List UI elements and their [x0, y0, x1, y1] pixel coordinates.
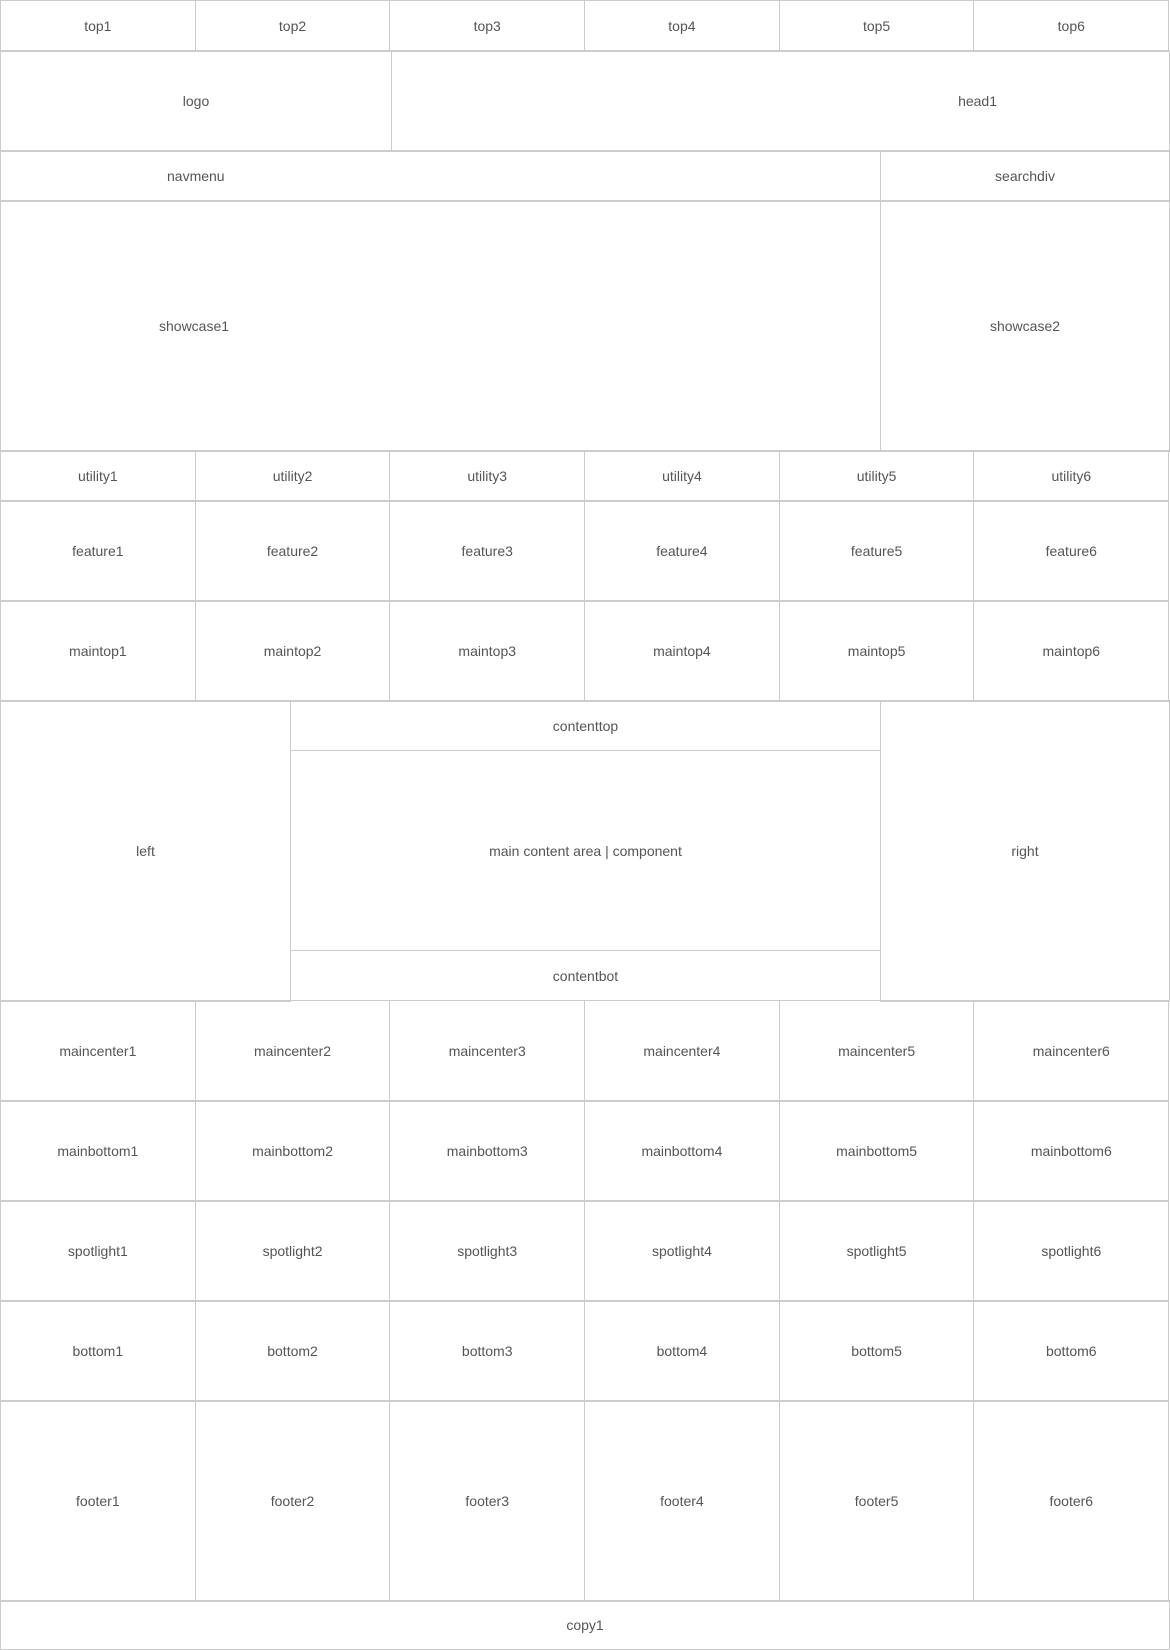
- utility3-cell: utility3: [389, 450, 585, 502]
- bottom1-cell: bottom1: [0, 1300, 196, 1402]
- spotlight5-cell: spotlight5: [779, 1200, 975, 1302]
- utility5-cell: utility5: [779, 450, 975, 502]
- maintop1-cell: maintop1: [0, 600, 196, 702]
- bottom-row: [0, 1300, 1170, 1401]
- searchdiv-cell: searchdiv: [880, 150, 1170, 202]
- maincenter2-cell: maincenter2: [195, 1000, 391, 1102]
- left-cell: left: [0, 700, 291, 1002]
- maintop4-cell: maintop4: [584, 600, 780, 702]
- spotlight3-cell: spotlight3: [389, 1200, 585, 1302]
- feature2-cell: feature2: [195, 500, 391, 602]
- top4-cell: top4: [584, 0, 780, 52]
- top5-cell: top5: [779, 0, 975, 52]
- spotlight-row: [0, 1200, 1170, 1301]
- footer-row: [0, 1400, 1170, 1601]
- bottom6-cell: bottom6: [973, 1300, 1169, 1402]
- maintop-row: [0, 600, 1170, 701]
- copy1-cell: copy1: [0, 1600, 1170, 1650]
- head1-cell: [391, 50, 1170, 152]
- bottom4-cell: bottom4: [584, 1300, 780, 1402]
- feature3-cell: feature3: [389, 500, 585, 602]
- navmenu-cell: [0, 150, 881, 202]
- top-row: [0, 0, 1170, 51]
- spotlight6-cell: spotlight6: [973, 1200, 1169, 1302]
- top3-cell: top3: [389, 0, 585, 52]
- maintop6-cell: maintop6: [973, 600, 1169, 702]
- top6-cell: top6: [973, 0, 1169, 52]
- utility-row: [0, 450, 1170, 501]
- maincenter5-cell: maincenter5: [779, 1000, 975, 1102]
- mainbottom-row: [0, 1100, 1170, 1201]
- spotlight4-cell: spotlight4: [584, 1200, 780, 1302]
- component-cell: main content area | component: [290, 750, 881, 951]
- mainbottom3-cell: mainbottom3: [389, 1100, 585, 1202]
- navmenu-label: navmenu: [167, 168, 225, 184]
- top1-cell: top1: [0, 0, 196, 52]
- header-row: [0, 50, 1170, 151]
- footer4-cell: footer4: [584, 1400, 780, 1602]
- maintop5-cell: maintop5: [779, 600, 975, 702]
- maincenter4-cell: maincenter4: [584, 1000, 780, 1102]
- maintop3-cell: maintop3: [389, 600, 585, 702]
- maincenter-row: [0, 1000, 1170, 1101]
- main-row: [0, 700, 1170, 1001]
- feature5-cell: feature5: [779, 500, 975, 602]
- copy-row: [0, 1600, 1170, 1650]
- contenttop-cell: contenttop: [290, 700, 881, 751]
- mainbottom2-cell: mainbottom2: [195, 1100, 391, 1202]
- utility4-cell: utility4: [584, 450, 780, 502]
- spotlight1-cell: spotlight1: [0, 1200, 196, 1302]
- top2-cell: top2: [195, 0, 391, 52]
- showcase-row: [0, 200, 1170, 451]
- feature4-cell: feature4: [584, 500, 780, 602]
- mainbottom1-cell: mainbottom1: [0, 1100, 196, 1202]
- nav-row: [0, 150, 1170, 201]
- logo-cell: logo: [0, 50, 392, 152]
- head1-label: head1: [958, 93, 997, 109]
- utility6-cell: utility6: [973, 450, 1169, 502]
- contentbot-cell: contentbot: [290, 950, 881, 1001]
- right-cell: right: [880, 700, 1170, 1002]
- footer6-cell: footer6: [973, 1400, 1169, 1602]
- mainbottom5-cell: mainbottom5: [779, 1100, 975, 1202]
- footer3-cell: footer3: [389, 1400, 585, 1602]
- feature-row: [0, 500, 1170, 601]
- utility2-cell: utility2: [195, 450, 391, 502]
- showcase1-label: showcase1: [159, 318, 230, 334]
- feature6-cell: feature6: [973, 500, 1169, 602]
- feature1-cell: feature1: [0, 500, 196, 602]
- footer2-cell: footer2: [195, 1400, 391, 1602]
- utility1-cell: utility1: [0, 450, 196, 502]
- mainbottom6-cell: mainbottom6: [973, 1100, 1169, 1202]
- content-column: [290, 700, 881, 1001]
- bottom3-cell: bottom3: [389, 1300, 585, 1402]
- maincenter3-cell: maincenter3: [389, 1000, 585, 1102]
- bottom5-cell: bottom5: [779, 1300, 975, 1402]
- bottom2-cell: bottom2: [195, 1300, 391, 1402]
- maintop2-cell: maintop2: [195, 600, 391, 702]
- spotlight2-cell: spotlight2: [195, 1200, 391, 1302]
- showcase1-cell: [0, 200, 881, 452]
- footer5-cell: footer5: [779, 1400, 975, 1602]
- showcase2-cell: showcase2: [880, 200, 1170, 452]
- maincenter6-cell: maincenter6: [973, 1000, 1169, 1102]
- footer1-cell: footer1: [0, 1400, 196, 1602]
- maincenter1-cell: maincenter1: [0, 1000, 196, 1102]
- mainbottom4-cell: mainbottom4: [584, 1100, 780, 1202]
